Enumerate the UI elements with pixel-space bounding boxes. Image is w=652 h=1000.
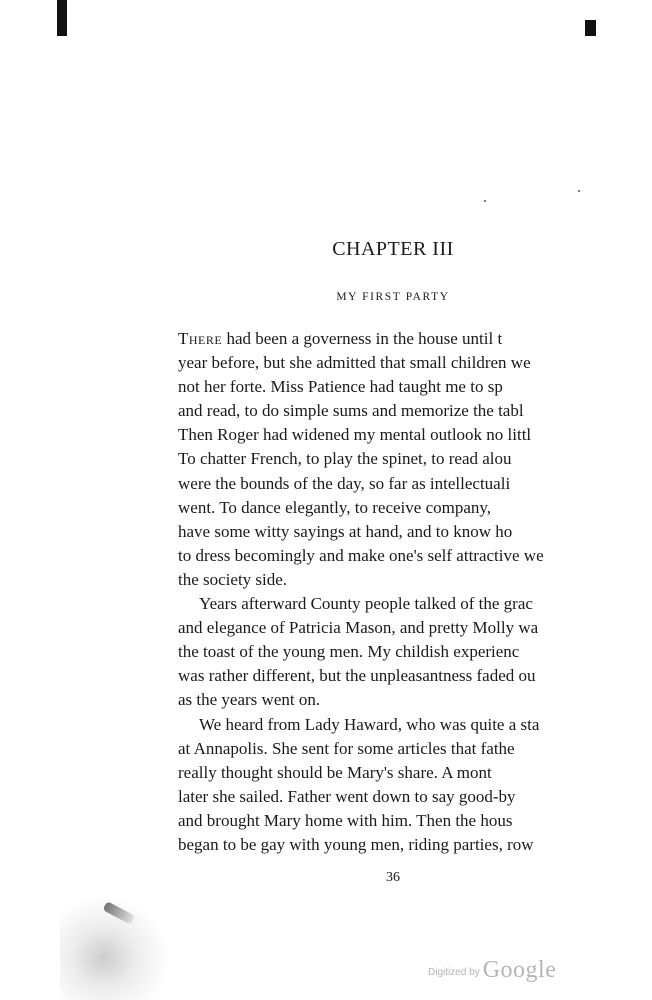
text-line: as the years went on. [178,690,321,710]
text-line: We heard from Lady Haward, who was quite a sta [199,714,540,734]
text-line: at Annapolis. She sent for some articles that fathe [178,738,515,758]
chapter-title: CHAPTER III [332,238,454,260]
text-line: and brought Mary home with him. Then the hous [178,810,513,830]
text-line: and read, to do simple sums and memorize the tabl [178,401,524,421]
digitized-watermark [428,950,556,984]
text-line: year before, but she admitted that small children we [178,353,531,373]
text-line: later she sailed. Father went down to say good-by [178,786,516,806]
text-line: There had been a governess in the house until t [178,329,503,348]
text-line: have some witty sayings at hand, and to know ho [178,521,513,541]
text-line: the toast of the young men. My childish experienc [178,642,520,662]
chapter-subtitle: MY FIRST PARTY [336,291,450,303]
body-text [178,327,597,857]
text-line: Then Roger had widened my mental outlook no littl [178,425,532,445]
text-line: To chatter French, to play the spinet, to read alou [178,449,512,469]
text-line: really thought should be Mary's share. A mont [178,762,492,782]
page-number: 36 [386,870,400,885]
text-line: were the bounds of the day, so far as intellectuali [178,473,511,493]
text-line: the society side. [178,569,288,589]
text-line: went. To dance elegantly, to receive company, [178,497,492,517]
text-line: not her forte. Miss Patience had taught me to sp [178,377,503,397]
watermark-brand: Google [482,957,557,983]
text-line: began to be gay with young men, riding parties, row [178,834,534,854]
drop-word: There [178,329,223,348]
text-line: Years afterward County people talked of the grac [199,594,533,614]
watermark-prefix: Digitized by [428,967,480,978]
text-line: to dress becomingly and make one's self attractive we [178,545,544,565]
text-line: was rather different, but the unpleasantness faded ou [178,666,536,686]
text-line: and elegance of Patricia Mason, and pretty Molly wa [178,618,539,638]
